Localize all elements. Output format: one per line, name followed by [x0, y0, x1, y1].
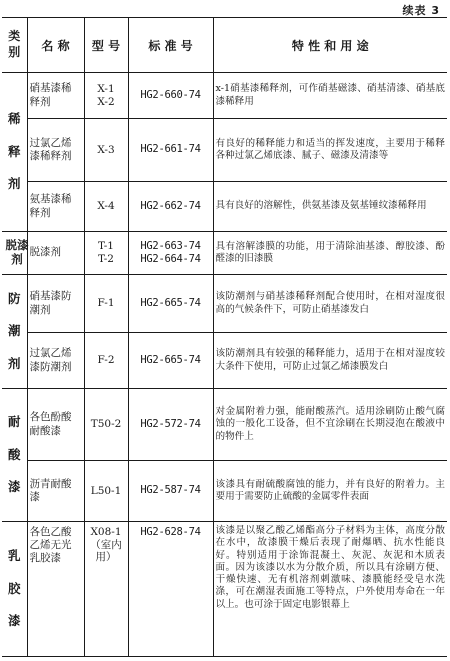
standard-cell: HG2-572-74: [128, 389, 213, 461]
table-row: [2, 461, 447, 522]
usage-cell: 具有溶解漆膜的功能，用于清除油基漆、醇胶漆、酚醛漆的旧漆膜: [213, 232, 447, 275]
model-cell: T-1 T-2: [84, 232, 128, 275]
header-name: 名 称: [27, 18, 84, 73]
table-row: [2, 333, 447, 389]
name-cell: 沥青耐酸漆: [27, 461, 84, 522]
table-continuation-label: 续表 3: [402, 4, 440, 17]
category-cell: 稀释剂: [2, 73, 27, 232]
usage-cell: 该防潮剂具有较强的稀释能力，适用于在相对湿度较大条件下使用，可防止过氯乙烯漆膜发白: [213, 333, 447, 389]
standard-cell: HG2-663-74 HG2-664-74: [128, 232, 213, 275]
table-row: [2, 522, 447, 657]
table-row: [2, 275, 447, 333]
category-cell: 乳胶漆: [2, 522, 27, 657]
usage-cell: x-1硝基漆稀释剂，可作硝基磁漆、硝基清漆、硝基底漆稀释用: [213, 73, 447, 119]
table-row: [2, 389, 447, 461]
table-row: [2, 232, 447, 275]
name-cell: 硝基漆防潮剂: [27, 275, 84, 333]
model-cell: X-1 X-2: [84, 73, 128, 119]
header-usage: 特 性 和 用 途: [213, 18, 447, 73]
standard-cell: HG2-665-74: [128, 333, 213, 389]
table-row: [2, 182, 447, 232]
standard-cell: HG2-587-74: [128, 461, 213, 522]
table-row: [2, 119, 447, 182]
model-cell: F-2: [84, 333, 128, 389]
name-cell: 硝基漆稀释剂: [27, 73, 84, 119]
category-cell: 防潮剂: [2, 275, 27, 389]
model-cell: X-3: [84, 119, 128, 182]
table-header-row: [2, 18, 447, 73]
model-cell: T50-2: [84, 389, 128, 461]
model-cell: L50-1: [84, 461, 128, 522]
header-standard: 标 准 号: [128, 18, 213, 73]
name-cell: 氨基漆稀释剂: [27, 182, 84, 232]
name-cell: 各色乙酸乙烯无光乳胶漆: [27, 522, 84, 657]
usage-cell: 该防潮剂与硝基漆稀释剂配合使用时，在相对湿度很高的气候条件下，可防止硝基漆发白: [213, 275, 447, 333]
model-cell: X-4: [84, 182, 128, 232]
standard-cell: HG2-661-74: [128, 119, 213, 182]
paint-spec-table: [2, 17, 447, 657]
name-cell: 过氯乙烯漆防潮剂: [27, 333, 84, 389]
model-cell: X08-1 （室内用）: [84, 522, 128, 657]
standard-cell: HG2-628-74: [128, 522, 213, 657]
name-cell: 过氯乙烯漆稀释剂: [27, 119, 84, 182]
standard-cell: HG2-665-74: [128, 275, 213, 333]
category-cell: 脱漆剂: [2, 232, 27, 275]
category-cell: 耐酸漆: [2, 389, 27, 522]
name-cell: 脱漆剂: [27, 232, 84, 275]
header-category: 类别: [2, 18, 27, 73]
standard-cell: HG2-660-74: [128, 73, 213, 119]
name-cell: 各色酚酸耐酸漆: [27, 389, 84, 461]
header-model: 型 号: [84, 18, 128, 73]
usage-cell: 该漆是以聚乙酸乙烯酯高分子材料为主体，高度分散在水中，故漆膜干燥后表现了耐爆晒、抗水性能良好。特别适用于涂饰混凝土、灰泥、灰泥和木质表面。因为该漆以水为分散介质，所以具有涂刷方便、干燥快速、无有机溶剂刺激味、漆膜能经受皂水洗涤，可在潮湿表面施工等特点，户外使用寿命在一年以上。也可涂于固定电影银幕上: [213, 522, 447, 657]
standard-cell: HG2-662-74: [128, 182, 213, 232]
usage-cell: 具有良好的溶解性，供氨基漆及氨基锤纹漆稀释用: [213, 182, 447, 232]
model-cell: F-1: [84, 275, 128, 333]
usage-cell: 有良好的稀释能力和适当的挥发速度，主要用于稀释各种过氯乙烯底漆、腻子、磁漆及清漆等: [213, 119, 447, 182]
usage-cell: 该漆具有耐硫酸腐蚀的能力，并有良好的附着力。主要用于需要防止硫酸的金属零件表面: [213, 461, 447, 522]
table-row: [2, 73, 447, 119]
usage-cell: 对金属附着力强，能耐酸蒸汽。适用涂刷防止酸气腐蚀的一般化工设备，但不宜涂刷在长期浸泡在酸液中的物件上: [213, 389, 447, 461]
